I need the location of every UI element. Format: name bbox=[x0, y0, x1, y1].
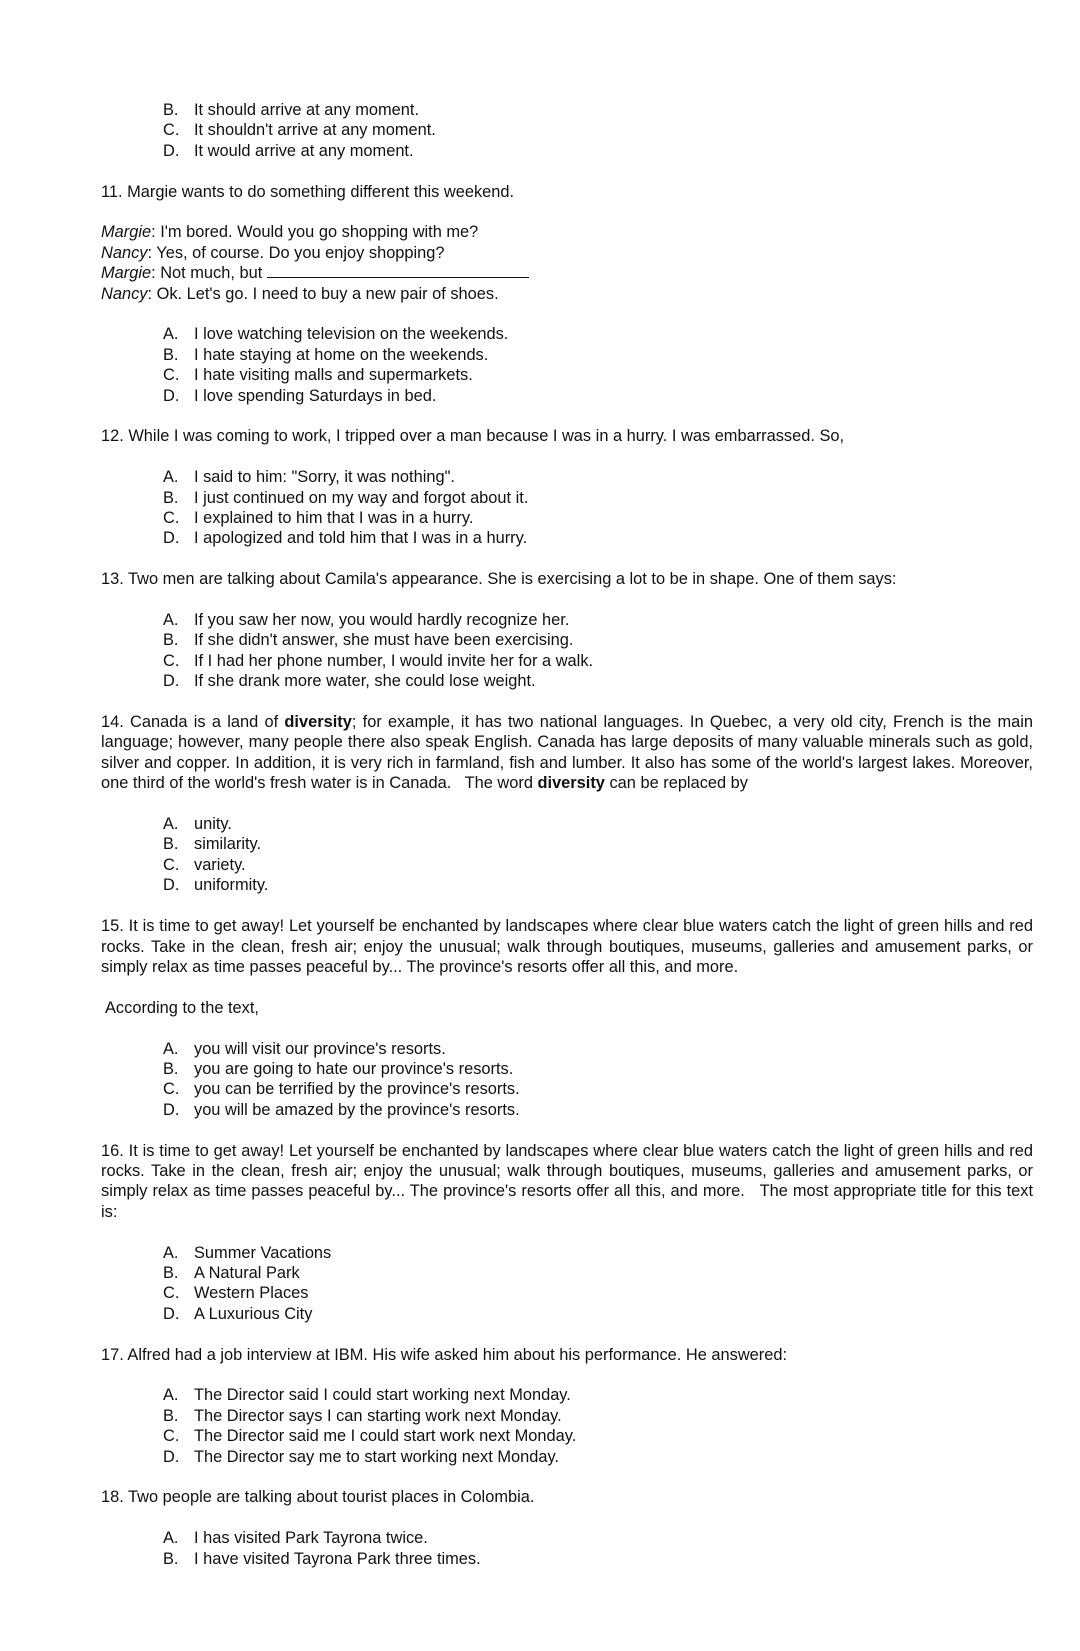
answer-option bbox=[101, 508, 1033, 528]
option-letter: A. bbox=[163, 468, 179, 487]
answer-option bbox=[101, 610, 1033, 630]
option-letter: B. bbox=[163, 1549, 179, 1568]
option-text: I just continued on my way and forgot about it. bbox=[194, 488, 529, 507]
option-text: I hate visiting malls and supermarkets. bbox=[194, 366, 473, 385]
question-11 bbox=[101, 182, 1033, 202]
answer-option bbox=[101, 528, 1033, 548]
option-text: you can be terrified by the province's resorts. bbox=[194, 1080, 520, 1099]
question-13 bbox=[101, 569, 1033, 589]
answer-option bbox=[101, 1304, 1033, 1324]
option-text: you will visit our province's resorts. bbox=[194, 1039, 446, 1058]
answer-option bbox=[101, 651, 1033, 671]
option-list bbox=[101, 1039, 1033, 1121]
option-letter: A. bbox=[163, 1529, 179, 1548]
answer-option bbox=[101, 630, 1033, 650]
option-letter: C. bbox=[163, 855, 180, 874]
option-text: you are going to hate our province's resorts. bbox=[194, 1059, 514, 1078]
question-14 bbox=[101, 712, 1038, 794]
option-list bbox=[101, 814, 1033, 896]
option-letter: C. bbox=[163, 1427, 180, 1446]
option-letter: C. bbox=[163, 1080, 180, 1099]
answer-option bbox=[101, 1243, 1033, 1263]
option-letter: C. bbox=[163, 121, 180, 140]
dialogue-line bbox=[101, 243, 1033, 263]
question-stem: 11. Margie wants to do something different this weekend. bbox=[101, 182, 515, 201]
dialogue-text: : I'm bored. Would you go shopping with me? bbox=[151, 223, 479, 242]
answer-option bbox=[101, 1263, 1033, 1283]
option-letter: B. bbox=[163, 345, 179, 364]
option-list bbox=[101, 1528, 1033, 1569]
option-letter: D. bbox=[163, 529, 180, 548]
answer-option bbox=[101, 855, 1033, 875]
answer-option bbox=[101, 1385, 1033, 1405]
question-17 bbox=[101, 1345, 1033, 1365]
option-text: Western Places bbox=[194, 1284, 309, 1303]
question-12 bbox=[101, 426, 1033, 446]
option-text: uniformity. bbox=[194, 876, 269, 895]
speaker: Margie bbox=[101, 223, 152, 242]
option-text: A Natural Park bbox=[194, 1263, 300, 1282]
bold-word: diversity bbox=[537, 774, 605, 793]
question-stem: 13. Two men are talking about Camila's appearance. She is exercising a lot to be in shape. One of them says: bbox=[101, 570, 897, 589]
speaker: Nancy bbox=[101, 243, 148, 262]
question-10-options-block bbox=[101, 100, 1033, 161]
option-text: If she didn't answer, she must have been exercising. bbox=[194, 631, 574, 650]
option-letter: A. bbox=[163, 815, 179, 834]
question-18 bbox=[101, 1487, 1033, 1507]
option-letter: D. bbox=[163, 1447, 180, 1466]
option-letter: D. bbox=[163, 1100, 180, 1119]
question-stem: 15. It is time to get away! Let yourself be enchanted by landscapes where clear blue waters catch the light of green hills and red rocks. Take in the clean, fresh air; enjoy the unusual; walk through boutiques, museums, galleries and amusement parks, or simply relax as time passes peaceful by... The province's resorts offer all this, and more. bbox=[101, 917, 1033, 976]
answer-option bbox=[101, 1039, 1033, 1059]
option-letter: C. bbox=[163, 509, 180, 528]
option-text: It would arrive at any moment. bbox=[194, 141, 414, 160]
answer-option bbox=[101, 814, 1033, 834]
option-letter: D. bbox=[163, 386, 180, 405]
option-letter: C. bbox=[163, 651, 180, 670]
option-text: I apologized and told him that I was in a hurry. bbox=[194, 529, 528, 548]
question-prompt: According to the text, bbox=[105, 998, 259, 1017]
question-stem: 18. Two people are talking about tourist places in Colombia. bbox=[101, 1488, 535, 1507]
exam-page bbox=[101, 100, 1038, 1589]
answer-option bbox=[101, 1059, 1033, 1079]
option-list bbox=[101, 1385, 1033, 1467]
question-stem: 16. It is time to get away! Let yourself be enchanted by landscapes where clear blue waters catch the light of green hills and red rocks. Take in the clean, fresh air; enjoy the unusual; walk through boutiques, museums, galleries and amusement parks, or simply relax as time passes peaceful by... The province's resorts offer all this, and more. The most appropriate title for this text is: bbox=[101, 1141, 1038, 1221]
question-16 bbox=[101, 1141, 1038, 1223]
option-text: If you saw her now, you would hardly recognize her. bbox=[194, 611, 570, 630]
answer-option bbox=[101, 1406, 1033, 1426]
option-letter: D. bbox=[163, 1304, 180, 1323]
option-text: It shouldn't arrive at any moment. bbox=[194, 121, 436, 140]
option-text: I have visited Tayrona Park three times. bbox=[194, 1549, 481, 1568]
speaker: Margie bbox=[101, 264, 152, 283]
dialogue-text: : Yes, of course. Do you enjoy shopping? bbox=[147, 243, 445, 262]
option-letter: A. bbox=[163, 611, 179, 630]
option-text: I said to him: "Sorry, it was nothing". bbox=[194, 468, 455, 487]
option-letter: B. bbox=[163, 101, 179, 119]
option-text: I hate staying at home on the weekends. bbox=[194, 345, 489, 364]
question-stem: 12. While I was coming to work, I tripped over a man because I was in a hurry. I was embarrassed. So, bbox=[101, 427, 845, 446]
option-letter: A. bbox=[163, 1386, 179, 1405]
dialogue-line bbox=[101, 263, 1033, 283]
option-text: If I had her phone number, I would invite her for a walk. bbox=[194, 651, 594, 670]
question-15 bbox=[101, 916, 1033, 977]
option-text: similarity. bbox=[194, 835, 262, 854]
answer-option bbox=[101, 1528, 1033, 1548]
option-text: The Director said me I could start work next Monday. bbox=[194, 1427, 577, 1446]
bold-word: diversity bbox=[284, 713, 352, 732]
answer-option bbox=[101, 1100, 1033, 1120]
question-stem: 17. Alfred had a job interview at IBM. His wife asked him about his performance. He answered: bbox=[101, 1345, 788, 1364]
option-text: A Luxurious City bbox=[194, 1304, 313, 1323]
option-text: It should arrive at any moment. bbox=[194, 101, 420, 119]
option-text: I has visited Park Tayrona twice. bbox=[194, 1529, 428, 1548]
option-letter: A. bbox=[163, 1243, 179, 1262]
option-text: Summer Vacations bbox=[194, 1243, 332, 1262]
option-letter: C. bbox=[163, 366, 180, 385]
stem-text: can be replaced by bbox=[604, 774, 748, 793]
answer-option bbox=[101, 141, 1033, 161]
answer-option bbox=[101, 1426, 1033, 1446]
option-list bbox=[101, 610, 1033, 692]
option-text: The Director said I could start working next Monday. bbox=[194, 1386, 571, 1405]
option-letter: B. bbox=[163, 488, 179, 507]
option-letter: B. bbox=[163, 1059, 179, 1078]
answer-option bbox=[101, 324, 1033, 344]
stem-text: ; for example, it has two national languages. In Quebec, a very old city, French is the main language; however, many people there also speak English. Canada has large deposits of many valuable minerals such as gold, silver and copper. In addition, it is very rich in farmland, fish and lumber. It also has some of the world's largest lakes. Moreover, one third of the world's fresh water is in Canada. The word bbox=[101, 713, 1038, 793]
option-letter: D. bbox=[163, 141, 180, 160]
option-text: I love watching television on the weekends. bbox=[194, 325, 509, 344]
option-list bbox=[101, 467, 1033, 549]
option-text: I love spending Saturdays in bed. bbox=[194, 386, 437, 405]
answer-option bbox=[101, 467, 1033, 487]
option-letter: B. bbox=[163, 835, 179, 854]
option-text: I explained to him that I was in a hurry. bbox=[194, 509, 474, 528]
option-letter: B. bbox=[163, 1263, 179, 1282]
answer-option bbox=[101, 671, 1033, 691]
option-list bbox=[101, 100, 1033, 161]
option-text: you will be amazed by the province's resorts. bbox=[194, 1100, 520, 1119]
answer-option bbox=[101, 488, 1033, 508]
dialogue-text: : Not much, but bbox=[151, 264, 267, 283]
option-list bbox=[101, 324, 1033, 406]
option-letter: B. bbox=[163, 1406, 179, 1425]
option-list bbox=[101, 1243, 1033, 1325]
answer-option bbox=[101, 875, 1033, 895]
dialogue bbox=[101, 222, 1033, 304]
dialogue-line bbox=[101, 284, 1033, 304]
answer-option bbox=[101, 365, 1033, 385]
stem-text: 14. Canada is a land of bbox=[101, 713, 285, 732]
option-letter: D. bbox=[163, 876, 180, 895]
answer-option bbox=[101, 1079, 1033, 1099]
answer-option bbox=[101, 120, 1033, 140]
option-letter: A. bbox=[163, 325, 179, 344]
dialogue-text: : Ok. Let's go. I need to buy a new pair of shoes. bbox=[147, 284, 499, 303]
dialogue-line bbox=[101, 222, 1033, 242]
option-text: The Director says I can starting work next Monday. bbox=[194, 1406, 562, 1425]
option-letter: C. bbox=[163, 1284, 180, 1303]
speaker: Nancy bbox=[101, 284, 148, 303]
question-stem bbox=[101, 712, 1038, 794]
option-text: unity. bbox=[194, 815, 232, 834]
option-text: If she drank more water, she could lose weight. bbox=[194, 672, 536, 691]
answer-option bbox=[101, 1283, 1033, 1303]
answer-option bbox=[101, 345, 1033, 365]
answer-option bbox=[101, 100, 1033, 120]
option-letter: D. bbox=[163, 672, 180, 691]
answer-option bbox=[101, 386, 1033, 406]
option-letter: A. bbox=[163, 1039, 179, 1058]
answer-option bbox=[101, 834, 1033, 854]
answer-option bbox=[101, 1549, 1033, 1569]
answer-option bbox=[101, 1447, 1033, 1467]
option-text: variety. bbox=[194, 855, 246, 874]
option-letter: B. bbox=[163, 631, 179, 650]
answer-blank bbox=[267, 263, 529, 278]
option-text: The Director say me to start working next Monday. bbox=[194, 1447, 559, 1466]
